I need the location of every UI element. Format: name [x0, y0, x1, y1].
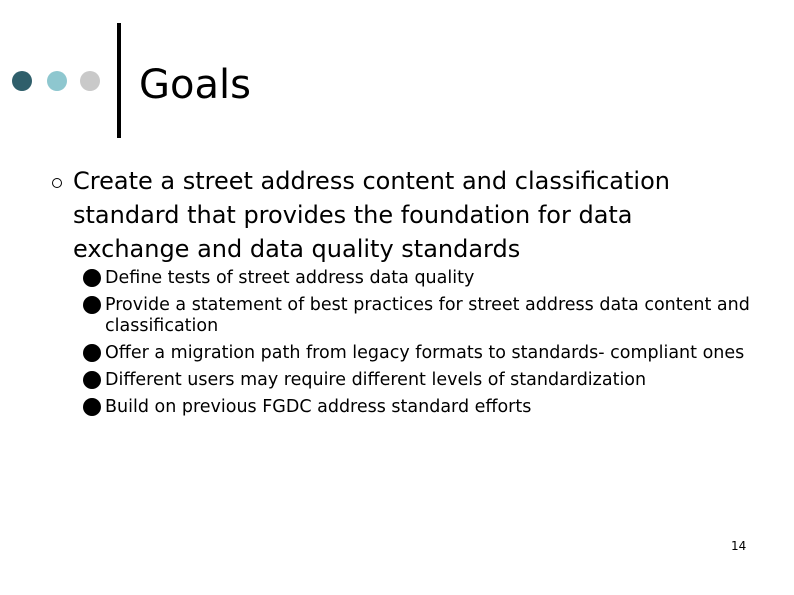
- sub-bullet-text: Define tests of street address data quality: [105, 268, 475, 288]
- filled-bullet-icon: [83, 371, 101, 389]
- sub-bullet-item: [83, 370, 763, 391]
- sub-bullet-item: [83, 343, 763, 364]
- slide-title: Goals: [139, 62, 251, 108]
- main-bullet-text: Create a street address content and classification standard that provides the foundation for data exchange and data quality standards: [73, 167, 670, 263]
- page-number: 14: [731, 539, 747, 553]
- hollow-bullet-icon: [52, 178, 62, 188]
- filled-bullet-icon: [83, 269, 101, 287]
- decorative-dot-gray: [80, 71, 100, 91]
- sub-bullet-text: Provide a statement of best practices for street address data content and classification: [105, 295, 750, 336]
- decorative-dot-dark: [12, 71, 32, 91]
- filled-bullet-icon: [83, 398, 101, 416]
- sub-bullet-text: Offer a migration path from legacy formats to standards- compliant ones: [105, 343, 745, 363]
- filled-bullet-icon: [83, 344, 101, 362]
- sub-bullet-item: [83, 397, 763, 418]
- sub-bullet-item: [83, 268, 763, 289]
- sub-bullet-text: Build on previous FGDC address standard efforts: [105, 397, 532, 417]
- filled-bullet-icon: [83, 296, 101, 314]
- decorative-dot-light: [47, 71, 67, 91]
- title-divider: [117, 23, 121, 138]
- sub-bullet-item: [83, 295, 763, 337]
- sub-bullet-text: Different users may require different levels of standardization: [105, 370, 647, 390]
- sub-bullet-list: [83, 268, 763, 424]
